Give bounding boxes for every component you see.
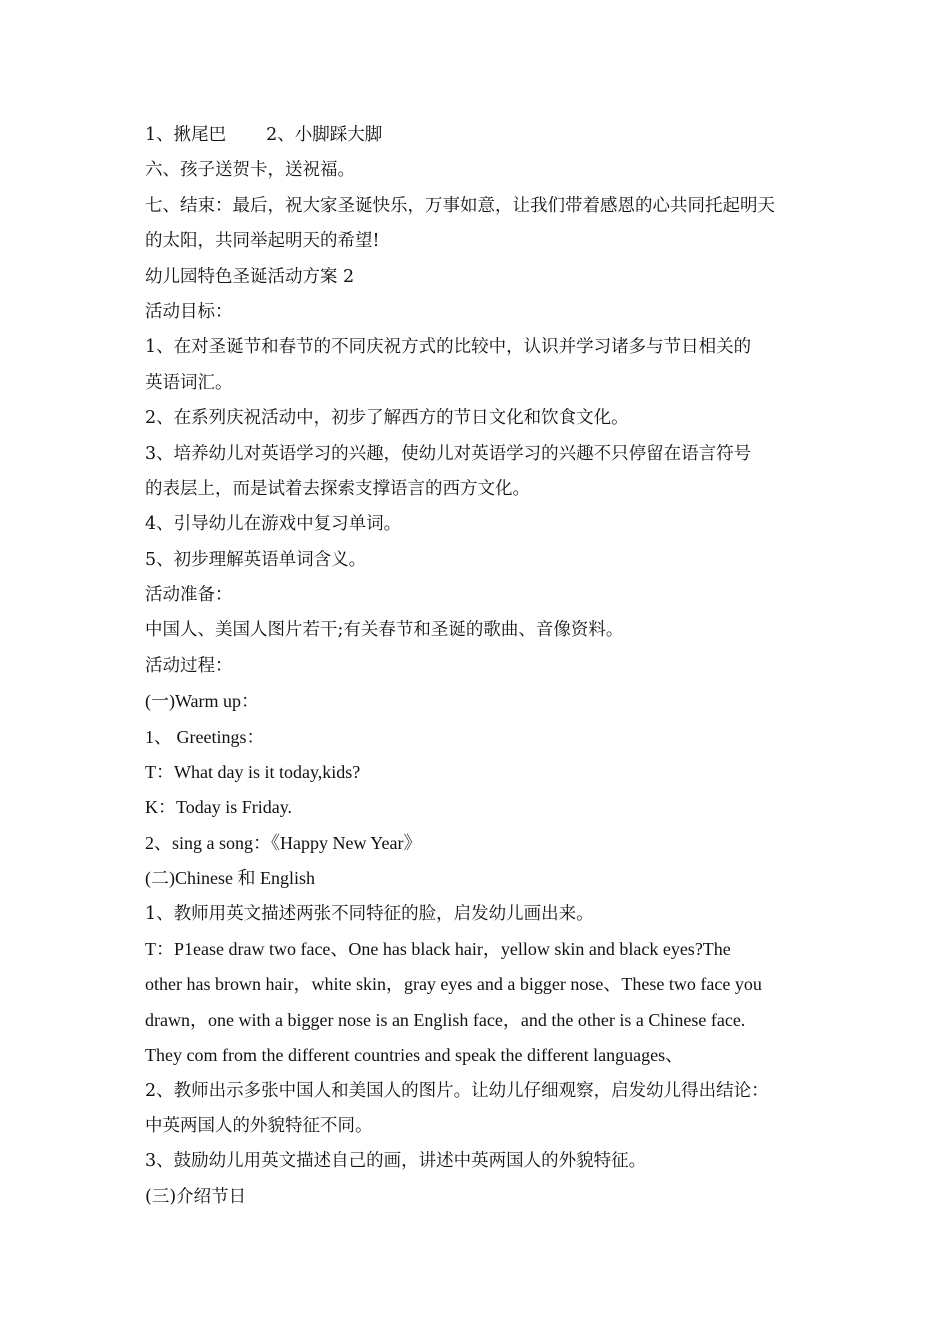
game-item-1: 1、揪尾巴 [145,125,227,145]
text-line: 的表层上，而是试着去探索支撑语言的西方文化。 [145,478,530,499]
text-line: 1、教师用英文描述两张不同特征的脸，启发幼儿画出来。 [145,903,594,924]
text-line: 中英两国人的外貌特征不同。 [145,1115,373,1136]
text-line: 3、培养幼儿对英语学习的兴趣，使幼儿对英语学习的兴趣不只停留在语言符号 [145,443,752,464]
text-line: (二)Chinese 和 English [145,868,315,889]
section-heading: (三)介绍节日 [145,1186,247,1207]
section-heading: 活动准备： [145,585,233,606]
section-heading: 活动目标： [145,301,233,322]
text-line: 六、孩子送贺卡，送祝福。 [145,160,355,181]
text-line: 英语词汇。 [145,372,233,393]
game-item-2: 2、小脚踩大脚 [266,125,383,145]
text-line: T：P1ease draw two face、One has black hair，yellow skin and black eyes?The [145,938,731,959]
text-line: K：Today is Friday. [145,797,293,818]
text-line: T：What day is it today,kids? [145,762,361,783]
text-line: 2、sing a song：《Happy New Year》 [145,832,422,853]
text-line: 2、在系列庆祝活动中，初步了解西方的节日文化和饮食文化。 [145,408,629,429]
text-line: 1、 Greetings： [145,726,265,747]
text-line: 5、初步理解英语单词含义。 [145,549,367,570]
text-line: drawn，one with a bigger nose is an English face，and the other is a Chinese face. [145,1009,746,1030]
text-line: 1、在对圣诞节和春节的不同庆祝方式的比较中，认识并学习诸多与节日相关的 [145,337,752,358]
text-line: 2、教师出示多张中国人和美国人的图片。让幼儿仔细观察，启发幼儿得出结论： [145,1080,769,1101]
section-heading: 活动过程： [145,655,233,676]
text-line: They com from the different countries and speak the different languages、 [145,1045,684,1066]
text-line: 3、鼓励幼儿用英文描述自己的画，讲述中英两国人的外貌特征。 [145,1151,647,1172]
section-title: 幼儿园特色圣诞活动方案 2 [145,266,355,287]
text-line: 七、结束：最后，祝大家圣诞快乐，万事如意，让我们带着感恩的心共同托起明天 [145,195,775,216]
text-line: (一)Warm up： [145,691,260,712]
text-line: 的太阳，共同举起明天的希望! [145,231,380,252]
document-body [145,118,810,1215]
game-list-line [145,118,810,153]
text-line: 4、引导幼儿在游戏中复习单词。 [145,514,402,535]
text-line: other has brown hair，white skin，gray eyes and a bigger nose、These two face you [145,974,762,995]
text-line: 中国人、美国人图片若干;有关春节和圣诞的歌曲、音像资料。 [145,620,624,641]
